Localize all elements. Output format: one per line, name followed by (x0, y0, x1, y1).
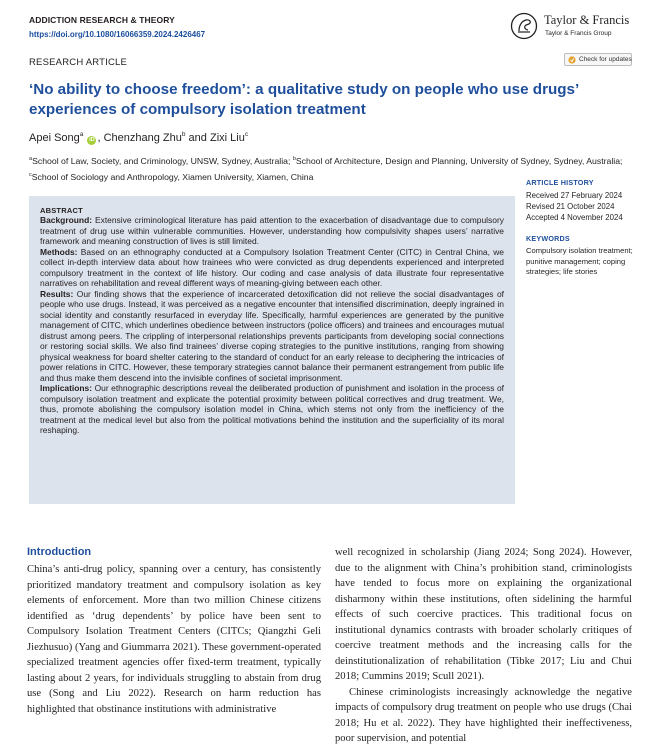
received-date: Received 27 February 2024 (526, 191, 623, 200)
publisher-group: Taylor & Francis Group (545, 30, 612, 37)
affiliation-mark: c (29, 172, 32, 178)
affiliation-text: School of Architecture, Design and Planning, University of Sydney, Sydney, Australia; (295, 156, 623, 166)
author-name[interactable]: Chenzhang Zhu (103, 132, 182, 144)
author-name[interactable]: Zixi Liu (209, 132, 245, 144)
keywords-heading: KEYWORDS (526, 234, 570, 243)
author-affiliation-mark: a (79, 131, 84, 138)
abstract-results (40, 289, 504, 384)
author-name[interactable]: Apei Song (29, 132, 80, 144)
abstract-implications (40, 383, 504, 436)
body-column-left (27, 545, 321, 717)
orcid-icon[interactable]: iD (89, 137, 95, 143)
publisher-logo-icon (510, 12, 538, 40)
abstract-heading: ABSTRACT (40, 206, 83, 215)
body-column-right (335, 545, 632, 747)
abstract-label: Implications: (40, 383, 93, 393)
body-paragraph: China’s anti-drug policy, spanning over a century, has consistently prioritized mandatory treatment and compulsory isolation as key elements of enforcement. More than two million Chinese citizens identified as ‘drug dependents’ by police have been sent to Compulsory Isolation Treatment Centers (CITCs; Qiangzhi Geli Jiezhusuo) (Yang and Giummarra 2021). These government-operated specialized treatment agencies offer fixed-term treatment, typically lasting about 2 years, for individuals struggling to abstain from drug use (Song and Liu 2022). Research on harm reduction has highlighted that obstinance institutions with administrative (27, 564, 321, 715)
accepted-date: Accepted 4 November 2024 (526, 213, 623, 222)
affiliation-mark: a (29, 156, 33, 162)
revised-date: Revised 21 October 2024 (526, 202, 615, 211)
article-title: ‘No ability to choose freedom’: a qualitative study on people who use drugs’ experiences of compulsory isolation treatment (29, 81, 579, 118)
abstract-box (29, 196, 515, 504)
author-separator: , (97, 132, 101, 144)
affiliation-mark: b (292, 156, 296, 162)
abstract-label: Results: (40, 288, 74, 299)
refresh-icon (568, 56, 576, 64)
abstract-label: Background: (40, 215, 93, 225)
abstract-text: Our ethnographic descriptions reveal the deliberated production of punishment and isolation in the process of compulsory isolation treatment and explicate the potential proximity between political correctives and drug treatment. We, thus, promote abolishing the compulsory isolation model in China, which stems not only from the inefficiency of the treatment at the medical level but also from the political motivations behind the institution and the superficiality of its moral reshaping. (40, 383, 504, 435)
article-sidebar (526, 177, 644, 278)
publisher-logo-block (510, 11, 635, 43)
publisher-name: Taylor & Francis (544, 13, 630, 27)
author-list (29, 131, 248, 145)
journal-name: ADDICTION RESEARCH & THEORY (29, 15, 175, 25)
affiliation-text: School of Sociology and Anthropology, Xiamen University, Xiamen, China (31, 172, 314, 182)
affiliation-text: School of Law, Society, and Criminology, UNSW, Sydney, Australia; (32, 156, 291, 166)
check-for-updates-label: Check for updates (579, 56, 632, 63)
author-separator: and (188, 132, 207, 144)
author-affiliation-mark: c (244, 131, 249, 138)
body-paragraph: Chinese criminologists increasingly acknowledge the negative impacts of compulsory drug treatment on people who use drugs (Chai 2018; Hu et al. 2022). They have highlighted their ineffectiveness, poor supervision, and potential (335, 686, 632, 744)
check-for-updates-button[interactable] (564, 53, 632, 66)
author-affiliation-mark: b (181, 131, 186, 138)
article-type: RESEARCH ARTICLE (29, 57, 128, 68)
abstract-label: Methods: (40, 246, 78, 257)
doi-link[interactable]: https://doi.org/10.1080/16066359.2024.2426467 (29, 30, 206, 39)
body-paragraph: well recognized in scholarship (Jiang 2024; Song 2024). However, due to the alignment with China’s prohibition stand, criminologists have tended to focus more on explaining the organizational disharmony within these institutions, often sidelining the harmful effects of such coercive practices. This traditional focus on institutional dynamics contrasts with broader scholarly critiques of coercive treatment methods and the increasing calls for the deinstitutionalization of rehabilitation (Tibke 2017; Liu and Chui 2018; Cummins 2019; Scull 2021). (335, 547, 632, 682)
abstract-text: Based on an ethnography conducted at a Compulsory Isolation Treatment Center (CITC) in Central China, we collect in-depth interview data about how trainees who were convicted as drug dependents experienced and interpreted compulsory treatment in the context of life history. Our coding and case analysis of data illustrate four representative narratives on rehabilitation and reveal different ways of meaning-giving between each other. (40, 246, 504, 288)
article-history-heading: ARTICLE HISTORY (526, 178, 594, 187)
section-heading-introduction: Introduction (27, 546, 92, 558)
abstract-text: Our finding shows that the experience of incarcerated detoxification did not relieve the social disadvantages of people who use drugs. Instead, it was perceived as a negative encounter that intensified discrimination, deeply ingrained in social identity and constantly resurfaced in everyday life. Specifically, harmful experiences are generated by the punitive management of CITC, which underlines obedience between instructors (police officers) and trainees and encourages mutual distrust among peers. The crippling of interpersonal relationships prevents participants from developing social connections or restoring social skills. We also find trainees’ diverse coping strategies to the punitive institutions, ranging from showing physical weakness for board shelter catering to the standard of conduct for an early release to deciphering the intricacies of power relations in CITC. However, these temporary strategies cannot balance their permanent estrangement from public life and thus make them descend into the invisible confines of societal imprisonment. (40, 288, 504, 383)
abstract-background (40, 215, 504, 247)
abstract-methods (40, 247, 504, 289)
keywords-list: Compulsory isolation treatment; punitive management; coping strategies; life stories (526, 246, 633, 276)
abstract-text: Extensive criminological literature has paid attention to the exacerbation of disadvantage due to compulsory treatment of drug use within vulnerable communities. However, understanding how compulsivity shapes users’ narrative framework and meaning construction of lives is still limited. (40, 215, 504, 246)
